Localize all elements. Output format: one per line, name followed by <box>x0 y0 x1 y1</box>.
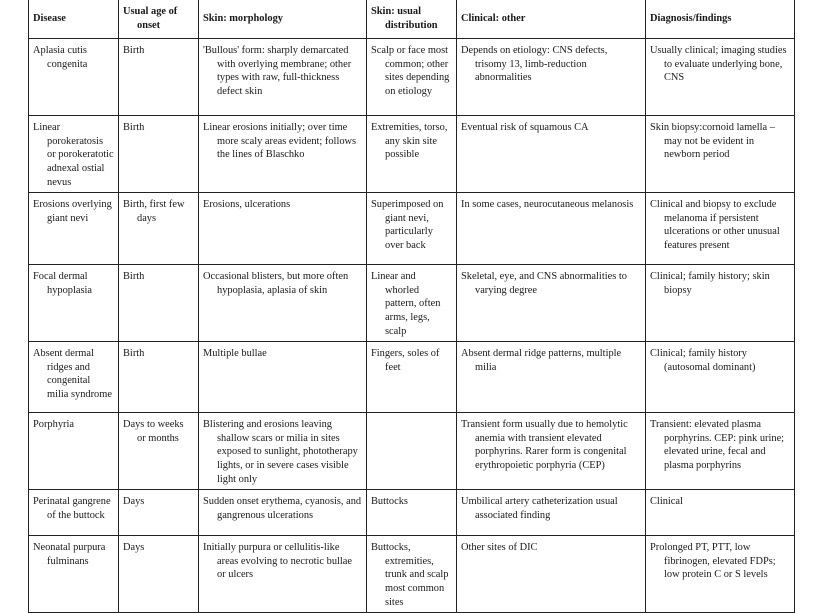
cell-text: Birth <box>123 45 145 57</box>
cell-text: Erosions overlying giant nevi <box>33 199 112 224</box>
cell-text: Skeletal, eye, and CNS abnormalities to varying degree <box>461 271 627 296</box>
table-row <box>29 536 795 613</box>
table-row <box>29 39 795 116</box>
cell-skin-distribution <box>367 193 457 265</box>
cell-text: Birth, first few days <box>123 199 185 224</box>
cell-disease <box>29 265 119 342</box>
cell-text: Initially purpura or cellulitis-like areas evolving to necrotic bullae or ulcers <box>203 542 353 581</box>
cell-text: Neonatal purpura fulminans <box>33 542 106 567</box>
cell-text: Days <box>123 496 145 508</box>
cell-skin-distribution <box>367 413 457 490</box>
table-row <box>29 193 795 265</box>
cell-text: Aplasia cutis congenita <box>33 45 88 70</box>
cell-text: Absent dermal ridges and congenital milia syndrome <box>33 348 112 400</box>
cell-disease <box>29 490 119 536</box>
cell-skin-distribution <box>367 116 457 193</box>
cell-diagnosis <box>646 39 795 116</box>
table-row <box>29 116 795 193</box>
cell-text: Skin biopsy:cornoid lamella – may not be evident in newborn period <box>650 122 775 161</box>
cell-diagnosis <box>646 490 795 536</box>
header-age-of-onset: Usual age of onset <box>119 0 199 39</box>
cell-text: Occasional blisters, but more often hypoplasia, aplasia of skin <box>203 271 349 296</box>
cell-diagnosis <box>646 193 795 265</box>
cell-text: In some cases, neurocutaneous melanosis <box>461 199 634 211</box>
cell-clinical-other <box>457 536 646 613</box>
cell-text: Focal dermal hypoplasia <box>33 271 93 296</box>
cell-text: Multiple bullae <box>203 348 267 360</box>
cell-text: 'Bullous' form: sharply demarcated with overlying membrane; other types with raw, full-thickness defect skin <box>203 45 352 97</box>
cell-diagnosis <box>646 265 795 342</box>
header-row <box>29 0 795 39</box>
cell-text: Eventual risk of squamous CA <box>461 122 589 134</box>
header-skin-morphology: Skin: morphology <box>199 0 367 39</box>
cell-text: Buttocks <box>371 496 408 508</box>
cell-diagnosis <box>646 342 795 413</box>
cell-skin-distribution <box>367 536 457 613</box>
cell-skin-distribution <box>367 39 457 116</box>
cell-text: Blistering and erosions leaving shallow scars or milia in sites exposed to sunlight, phototherapy lights, or in severe cases visible light only <box>203 419 358 485</box>
table-row <box>29 490 795 536</box>
cell-disease <box>29 193 119 265</box>
header-clinical-other: Clinical: other <box>457 0 646 39</box>
cell-text: Umbilical artery catheterization usual associated finding <box>461 496 618 521</box>
cell-diagnosis <box>646 116 795 193</box>
cell-text: Prolonged PT, PTT, low fibrinogen, elevated FDPs; low protein C or S levels <box>650 542 776 581</box>
cell-text: Birth <box>123 122 145 134</box>
cell-text: Usually clinical; imaging studies to evaluate underlying bone, CNS <box>650 45 787 84</box>
cell-diagnosis <box>646 413 795 490</box>
cell-age-of-onset <box>119 413 199 490</box>
disease-table <box>28 0 795 613</box>
table-row <box>29 413 795 490</box>
header-diagnosis: Diagnosis/findings <box>646 0 795 39</box>
cell-text: Transient: elevated plasma porphyrins. CEP: pink urine; elevated urine, fecal and plasma porphyrins <box>650 419 785 471</box>
cell-text: Sudden onset erythema, cyanosis, and gangrenous ulcerations <box>203 496 362 521</box>
cell-text: Transient form usually due to hemolytic anemia with transient elevated porphyrins. Rarer form is congenital erythropoietic porphyria (CEP) <box>461 419 628 471</box>
cell-skin-morphology <box>199 413 367 490</box>
cell-age-of-onset <box>119 490 199 536</box>
cell-age-of-onset <box>119 116 199 193</box>
cell-skin-morphology <box>199 342 367 413</box>
cell-text: Days <box>123 542 145 554</box>
cell-diagnosis <box>646 536 795 613</box>
cell-text: Linear erosions initially; over time more scaly areas evident; follows the lines of Blaschko <box>203 122 357 161</box>
cell-skin-morphology <box>199 265 367 342</box>
cell-text: Superimposed on giant nevi, particularly over back <box>371 199 444 251</box>
cell-clinical-other <box>457 413 646 490</box>
cell-text: Scalp or face most common; other sites depending on etiology <box>371 45 450 97</box>
cell-text: Erosions, ulcerations <box>203 199 291 211</box>
cell-disease <box>29 536 119 613</box>
cell-skin-distribution <box>367 490 457 536</box>
cell-text: Birth <box>123 271 145 283</box>
header-disease: Disease <box>29 0 119 39</box>
cell-clinical-other <box>457 342 646 413</box>
cell-skin-morphology <box>199 193 367 265</box>
header-skin-distribution: Skin: usual distribution <box>367 0 457 39</box>
cell-text: Perinatal gangrene of the buttock <box>33 496 111 521</box>
cell-clinical-other <box>457 39 646 116</box>
table-row <box>29 265 795 342</box>
cell-age-of-onset <box>119 39 199 116</box>
cell-skin-morphology <box>199 39 367 116</box>
cell-age-of-onset <box>119 342 199 413</box>
cell-text: Clinical; family history; skin biopsy <box>650 271 770 296</box>
cell-skin-distribution <box>367 265 457 342</box>
cell-text: Days to weeks or months <box>123 419 184 444</box>
cell-age-of-onset <box>119 265 199 342</box>
cell-disease <box>29 116 119 193</box>
cell-text: Porphyria <box>33 419 74 431</box>
cell-disease <box>29 342 119 413</box>
cell-age-of-onset <box>119 536 199 613</box>
cell-text: Clinical <box>650 496 683 508</box>
cell-text: Extremities, torso, any skin site possible <box>371 122 448 161</box>
cell-text: Absent dermal ridge patterns, multiple milia <box>461 348 622 373</box>
cell-skin-morphology <box>199 536 367 613</box>
cell-clinical-other <box>457 490 646 536</box>
cell-text: Linear porokeratosis or porokeratotic adnexal ostial nevus <box>33 122 114 188</box>
cell-text: Other sites of DIC <box>461 542 538 554</box>
cell-text: Clinical and biopsy to exclude melanoma if persistent ulcerations or other unusual features present <box>650 199 780 251</box>
cell-disease <box>29 39 119 116</box>
cell-text: Fingers, soles of feet <box>371 348 440 373</box>
cell-text: Buttocks, extremities, trunk and scalp most common sites <box>371 542 449 608</box>
table-row <box>29 342 795 413</box>
cell-text: Depends on etiology: CNS defects, trisomy 13, limb-reduction abnormalities <box>461 45 608 84</box>
cell-age-of-onset <box>119 193 199 265</box>
table-body <box>29 39 795 613</box>
cell-skin-morphology <box>199 116 367 193</box>
cell-text: Linear and whorled pattern, often arms, legs, scalp <box>371 271 441 337</box>
cell-clinical-other <box>457 116 646 193</box>
cell-clinical-other <box>457 265 646 342</box>
cell-text: Clinical; family history (autosomal dominant) <box>650 348 756 373</box>
cell-skin-morphology <box>199 490 367 536</box>
cell-disease <box>29 413 119 490</box>
cell-text: Birth <box>123 348 145 360</box>
cell-skin-distribution <box>367 342 457 413</box>
cell-clinical-other <box>457 193 646 265</box>
